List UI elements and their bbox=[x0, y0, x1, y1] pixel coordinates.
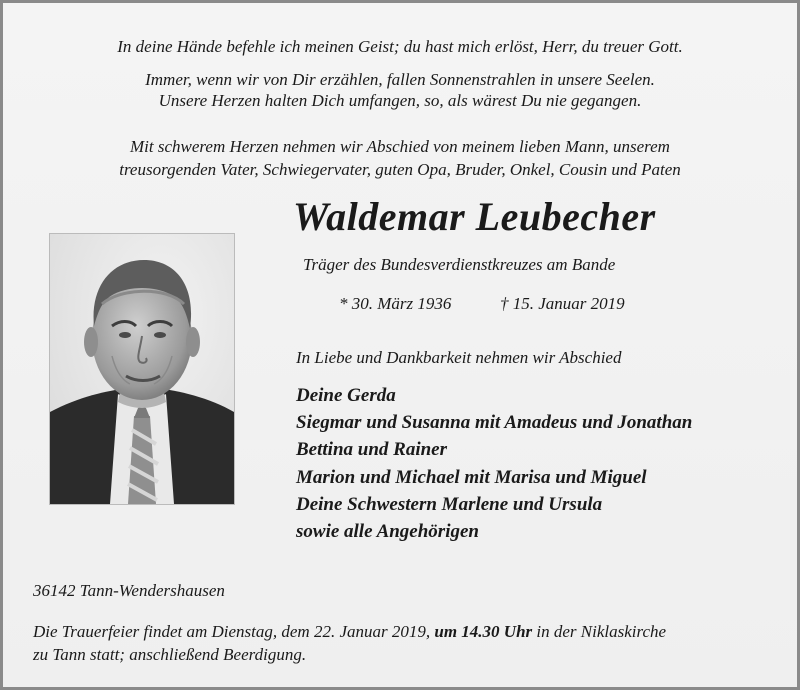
portrait-photo bbox=[49, 233, 235, 505]
verse-line-3: Unsere Herzen halten Dich umfangen, so, als wärest Du nie gegangen. bbox=[158, 91, 642, 110]
verse-line-1: In deine Hände befehle ich meinen Geist; du hast mich erlöst, Herr, du treuer Gott. bbox=[117, 37, 683, 56]
deceased-name: Waldemar Leubecher bbox=[293, 194, 656, 239]
birth-date: * 30. März 1936 bbox=[339, 294, 452, 313]
service-text-2: in der Niklaskirche bbox=[536, 622, 667, 641]
family-member: Bettina und Rainer bbox=[296, 439, 447, 461]
honor-line: Träger des Bundesverdienstkreuzes am Bande bbox=[303, 255, 616, 274]
farewell-line: In Liebe und Dankbarkeit nehmen wir Abschied bbox=[296, 348, 622, 367]
family-member: Deine Gerda bbox=[296, 385, 396, 406]
intro-line-2: treusorgenden Vater, Schwiegervater, guten Opa, Bruder, Onkel, Cousin und Paten bbox=[119, 160, 681, 179]
service-line-2: zu Tann statt; anschließend Beerdigung. bbox=[33, 645, 307, 664]
verse-line-2: Immer, wenn wir von Dir erzählen, fallen Sonnenstrahlen in unsere Seelen. bbox=[145, 70, 655, 89]
intro-line-1: Mit schwerem Herzen nehmen wir Abschied von meinem lieben Mann, unserem bbox=[130, 137, 670, 156]
family-member: Deine Schwestern Marlene und Ursula bbox=[296, 493, 603, 515]
service-time: um 14.30 Uhr bbox=[434, 622, 533, 641]
family-member: sowie alle Angehörigen bbox=[296, 521, 479, 543]
family-list bbox=[296, 382, 692, 545]
place-line: 36142 Tann-Wendershausen bbox=[33, 581, 225, 600]
family-member: Siegmar und Susanna mit Amadeus und Jonathan bbox=[296, 412, 693, 434]
family-member: Marion und Michael mit Marisa und Miguel bbox=[296, 466, 647, 488]
service-line-1 bbox=[33, 621, 666, 643]
death-date: † 15. Januar 2019 bbox=[500, 294, 625, 313]
service-text-1: Die Trauerfeier findet am Dienstag, dem 22. Januar 2019, bbox=[33, 622, 431, 641]
